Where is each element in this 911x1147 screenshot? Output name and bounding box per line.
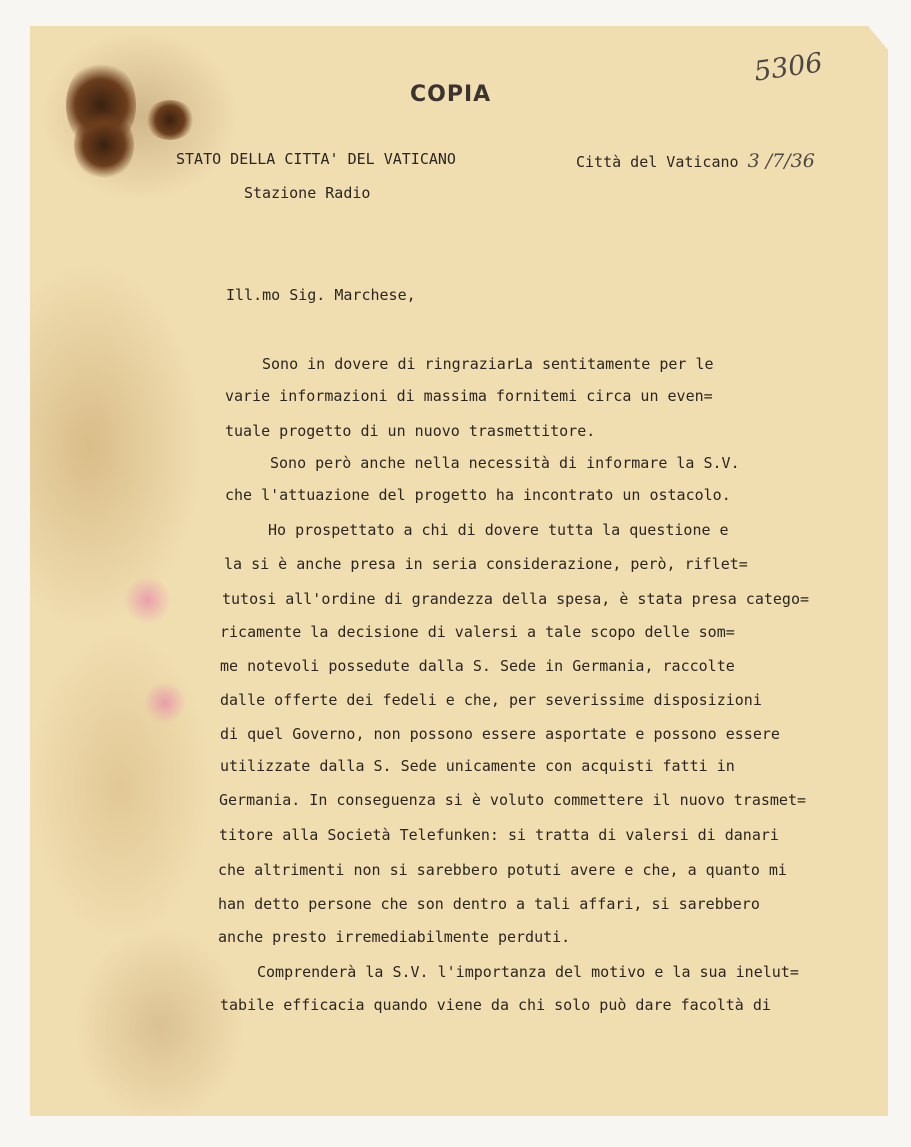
- body-line: che l'attuazione del progetto ha incontrato un ostacolo.: [225, 486, 731, 504]
- body-line: ricamente la decisione di valersi a tale scopo delle som=: [220, 623, 735, 641]
- ink-stain: [145, 680, 185, 725]
- date: 3 /7/36: [747, 150, 815, 172]
- body-line: Germania. In conseguenza si è voluto commettere il nuovo trasmet=: [219, 791, 806, 809]
- body-line: han detto persone che son dentro a tali affari, si sarebbero: [218, 895, 760, 913]
- body-line: utilizzate dalla S. Sede unicamente con acquisti fatti in: [220, 757, 735, 775]
- body-line: la si è anche presa in seria considerazione, però, riflet=: [224, 555, 748, 573]
- body-line: dalle offerte dei fedeli e che, per severissime disposizioni: [220, 691, 762, 709]
- body-line: Sono però anche nella necessità di informare la S.V.: [270, 454, 740, 472]
- body-line: tuale progetto di un nuovo trasmettitore.: [225, 422, 596, 440]
- body-line: Sono in dovere di ringraziarLa sentitamente per le: [262, 355, 714, 373]
- body-line: di quel Governo, non possono essere asportate e possono essere: [220, 725, 780, 743]
- sender-line: STATO DELLA CITTA' DEL VATICANO: [176, 150, 456, 168]
- burn-stain: [145, 100, 195, 140]
- body-line: varie informazioni di massima fornitemi circa un even=: [225, 387, 713, 405]
- body-line: Comprenderà la S.V. l'importanza del motivo e la sua inelut=: [257, 963, 799, 981]
- body-line: Ho prospettato a chi di dovere tutta la questione e: [268, 521, 729, 539]
- body-line: titore alla Società Telefunken: si tratta di valersi di danari: [219, 826, 779, 844]
- body-line: anche presto irremediabilmente perduti.: [218, 928, 571, 946]
- sender-department: Stazione Radio: [244, 184, 371, 202]
- burn-stain: [74, 110, 134, 180]
- ink-stain: [125, 575, 170, 625]
- body-line: tabile efficacia quando viene da chi solo può dare facoltà di: [220, 996, 771, 1014]
- date-line: [576, 150, 815, 172]
- body-line: me notevoli possedute dalla S. Sede in Germania, raccolte: [220, 657, 735, 675]
- archive-number: 5306: [752, 47, 825, 88]
- salutation: Ill.mo Sig. Marchese,: [226, 286, 416, 304]
- body-line: tutosi all'ordine di grandezza della spesa, è stata presa catego=: [222, 590, 809, 608]
- body-line: che altrimenti non si sarebbero potuti avere e che, a quanto mi: [218, 861, 787, 879]
- place: Città del Vaticano: [576, 153, 739, 171]
- copy-stamp: COPIA: [410, 82, 492, 107]
